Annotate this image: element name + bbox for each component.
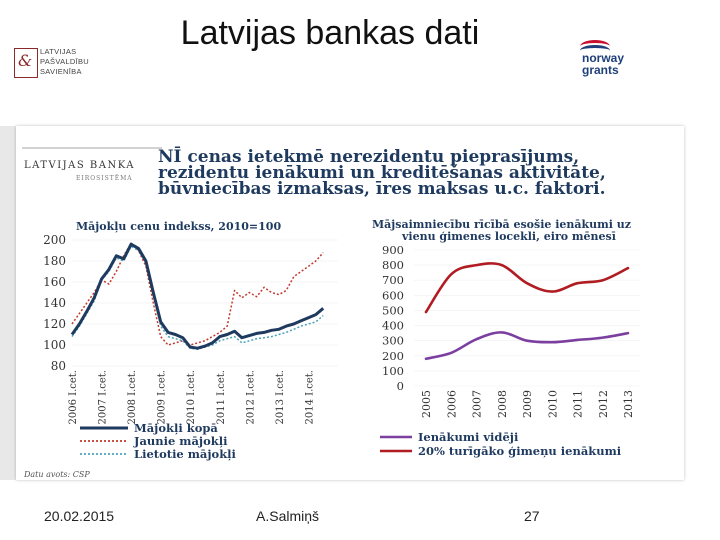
chart2-title-line-1: Mājsaimniecību rīcībā esošie ienākumi uz (372, 218, 632, 231)
bank-logo-name: LATVIJAS BANKA (24, 160, 136, 171)
panel-shadow-strip (0, 126, 16, 480)
chart2-y-tick-label: 600 (382, 288, 404, 303)
chart1-y-tick-label: 140 (43, 296, 66, 310)
chart2-series-line (426, 263, 628, 312)
house-price-index-chart (43, 220, 338, 461)
headline (158, 146, 606, 199)
chart2-y-tick-label: 300 (382, 333, 404, 348)
chart1-series-line (72, 244, 323, 348)
chart2-legend-label: 20% turīgāko ģimeņu ienākumi (418, 444, 622, 458)
chart1-x-tick-label: 2009 I.cet. (156, 370, 168, 425)
chart2-x-tick-label: 2009 (521, 390, 534, 418)
chart2-x-tick-label: 2005 (420, 390, 433, 418)
norway-grants-word-2: grants (582, 63, 619, 77)
chart2-y-tick-label: 800 (382, 258, 404, 273)
chart1-legend-label: Jaunie mājokļi (134, 434, 228, 448)
chart1-x-tick-label: 2011 I.cet. (215, 370, 227, 425)
chart1-y-tick-label: 120 (43, 317, 66, 331)
lps-logo (14, 46, 114, 80)
lps-logo-line-1: LATVIJAS (40, 47, 77, 56)
chart2-x-tick-label: 2006 (445, 390, 459, 418)
chart2-y-tick-label: 0 (396, 379, 404, 393)
norway-grants-word-1: norway (582, 51, 625, 65)
chart2-x-tick-label: 2011 (571, 390, 585, 418)
chart2-title-line-2: vienu ģimenes locekli, eiro mēnesī (402, 230, 616, 243)
chart1-legend-label: Mājokļi kopā (134, 421, 218, 435)
chart2-x-tick-label: 2007 (470, 390, 484, 418)
chart2-series-line (426, 332, 628, 358)
chart2-legend-label: Ienākumi vidēji (418, 430, 519, 444)
lps-logo-line-3: SAVIENĪBA (40, 67, 82, 76)
footer-page-number: 27 (524, 508, 540, 524)
chart1-x-tick-label: 2012 I.cet. (245, 370, 257, 425)
chart2-y-tick-label: 700 (382, 273, 404, 288)
chart2-x-tick-label: 2010 (546, 390, 560, 418)
chart1-series-line (72, 246, 323, 349)
chart1-x-tick-label: 2008 I.cet. (127, 370, 139, 425)
household-income-chart (372, 218, 640, 458)
lps-logo-text (40, 47, 89, 77)
chart1-y-tick-label: 160 (43, 275, 66, 289)
lps-logo-line-2: PAŠVALDĪBU (40, 57, 89, 66)
chart1-legend-label: Lietotie mājokļi (134, 447, 236, 461)
chart1-y-tick-label: 200 (43, 233, 66, 247)
chart2-x-tick-label: 2008 (495, 390, 509, 418)
chart2-y-tick-label: 400 (382, 318, 404, 333)
chart-panel-svg (16, 126, 684, 480)
footer-date: 20.02.2015 (44, 508, 115, 524)
chart-panel (16, 126, 684, 480)
slide-title: Latvijas bankas dati (180, 14, 480, 52)
chart2-x-tick-label: 2012 (596, 390, 610, 418)
headline-line-2: rezidentu ienākumi un kreditēšanas aktivitāte, (158, 163, 606, 183)
chart1-x-tick-label: 2014 I.cet. (304, 370, 316, 425)
chart2-y-tick-label: 200 (382, 348, 404, 363)
norway-grants-logo (578, 36, 648, 80)
footer-author: A.Salmiņš (256, 508, 320, 524)
chart1-x-tick-label: 2013 I.cet. (274, 370, 286, 425)
lps-emblem-icon: & (14, 48, 38, 78)
headline-line-1: NĪ cenas ietekmē nerezidentu pieprasījums, (158, 147, 580, 167)
headline-line-3: būvniecības izmaksas, īres maksas u.c. faktori. (158, 179, 606, 199)
chart2-y-tick-label: 500 (382, 303, 404, 318)
latvijas-banka-logo (22, 148, 162, 182)
chart2-x-tick-label: 2013 (622, 390, 635, 418)
chart1-y-tick-label: 80 (50, 359, 66, 373)
source-note: Datu avots: CSP (24, 470, 90, 479)
chart1-x-tick-label: 2007 I.cet. (97, 370, 109, 425)
chart1-title: Mājokļu cenu indekss, 2010=100 (76, 220, 282, 233)
bank-logo-subtitle: EIROSISTĒMA (76, 175, 133, 182)
chart2-y-tick-label: 100 (382, 363, 404, 378)
chart1-x-tick-label: 2006 I.cet. (68, 370, 79, 425)
chart1-series-line (72, 243, 323, 345)
chart2-y-tick-label: 900 (382, 243, 404, 257)
chart1-y-tick-label: 100 (43, 338, 66, 352)
chart1-x-tick-label: 2010 I.cet. (186, 370, 198, 425)
chart1-y-tick-label: 180 (43, 254, 66, 268)
